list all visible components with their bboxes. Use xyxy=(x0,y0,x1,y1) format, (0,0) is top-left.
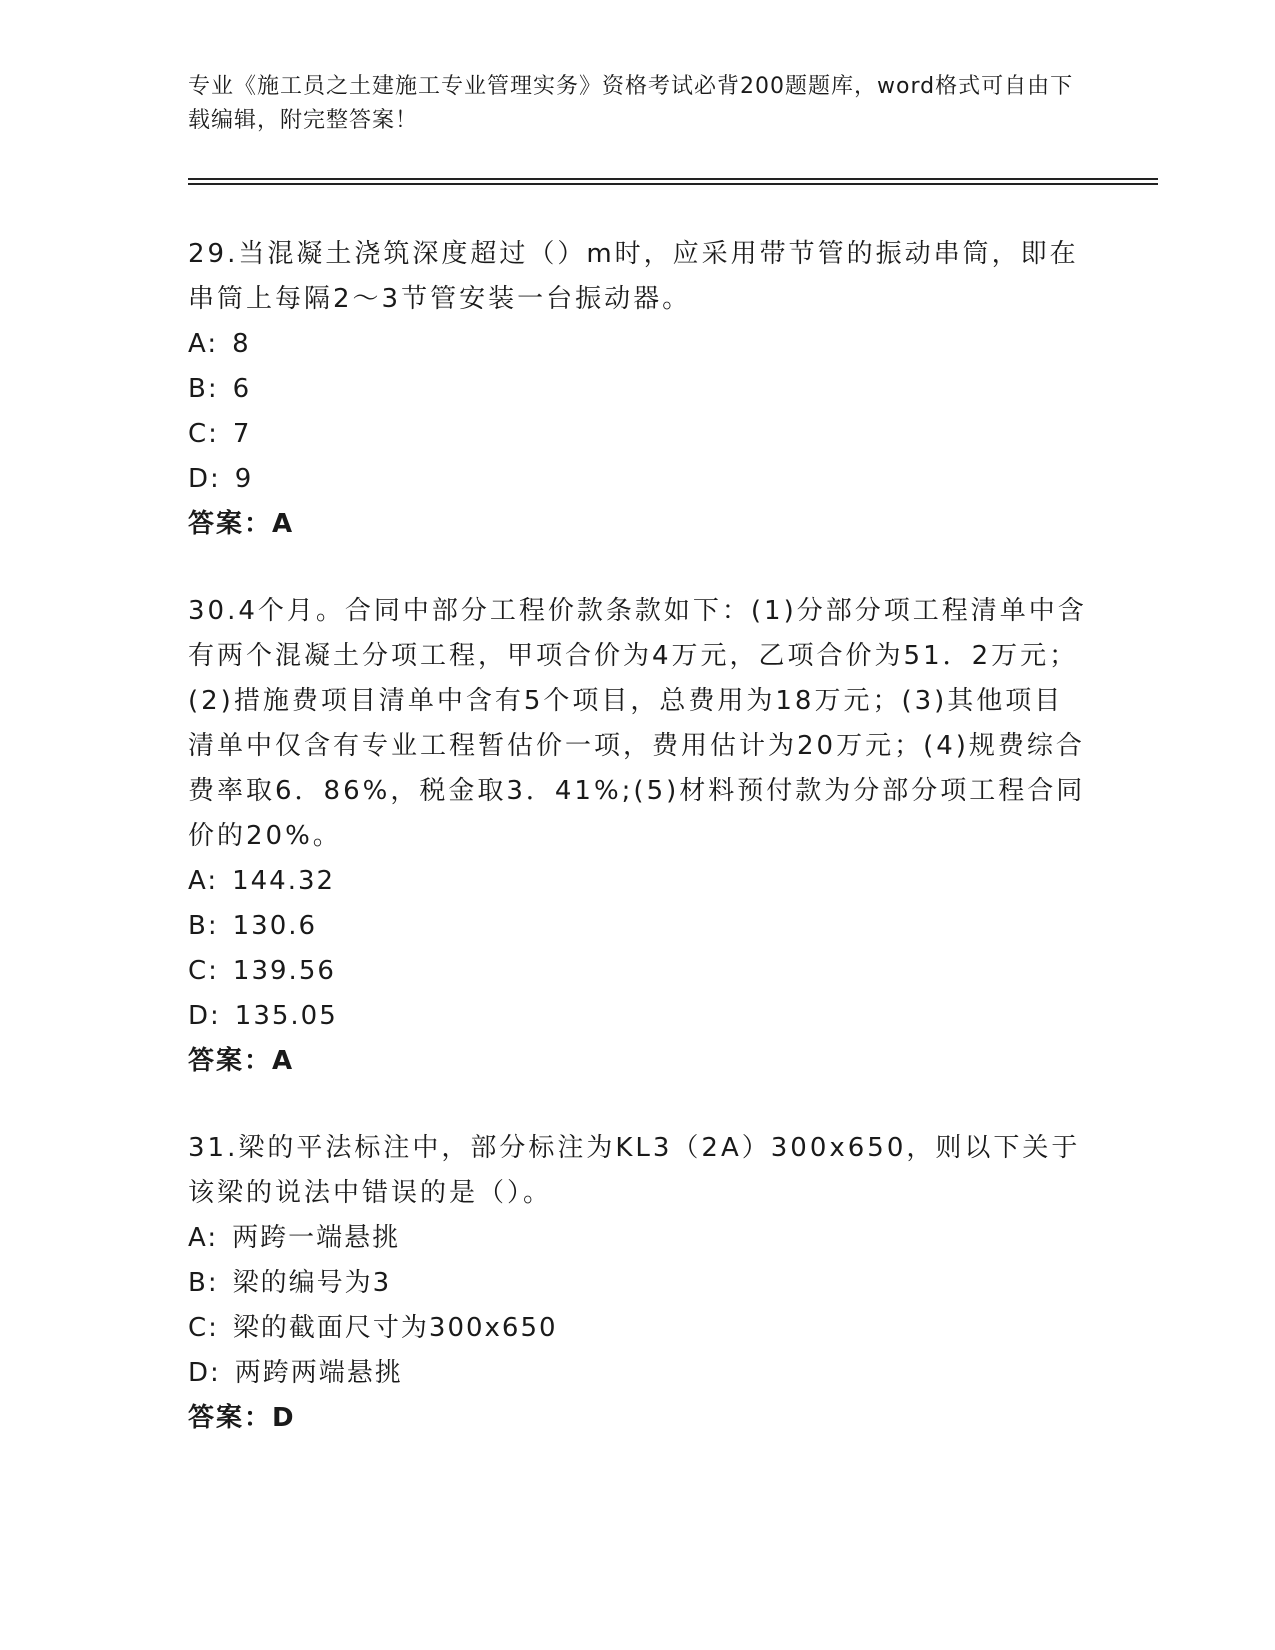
option-b xyxy=(188,1261,1088,1306)
option-a xyxy=(188,322,1088,367)
question-29 xyxy=(188,232,1088,547)
option-key: B: xyxy=(188,911,219,941)
option-key: B: xyxy=(188,374,219,404)
question-stem: 30.4个月。合同中部分工程价款条款如下：(1)分部分项工程清单中含有两个混凝土分项工程，甲项合价为4万元，乙项合价为51．2万元；(2)措施费项目清单中含有5个项目，总费用为18万元；(3)其他项目清单中仅含有专业工程暂估价一项，费用估计为20万元；(4)规费综合费率取6．86%，税金取3．41%;(5)材料预付款为分部分项工程合同价的20%。 xyxy=(188,596,1087,851)
option-key: A: xyxy=(188,1223,219,1253)
document-header: 专业《施工员之土建施工专业管理实务》资格考试必背200题题库，word格式可自由下载编辑，附完整答案！ xyxy=(188,74,1074,133)
question-stem: 31.梁的平法标注中，部分标注为KL3（2A）300x650，则以下关于该梁的说法中错误的是（）。 xyxy=(188,1133,1081,1208)
option-b xyxy=(188,904,1088,949)
option-key: B: xyxy=(188,1268,219,1298)
option-d xyxy=(188,457,1088,502)
option-key: A: xyxy=(188,329,219,359)
option-c xyxy=(188,412,1088,457)
option-value: 梁的编号为3 xyxy=(232,1268,392,1298)
option-value: 6 xyxy=(232,374,252,404)
option-key: C: xyxy=(188,956,219,986)
option-value: 130.6 xyxy=(232,911,318,941)
question-stem: 29.当混凝土浇筑深度超过（）m时，应采用带节管的振动串筒，即在串筒上每隔2～3节管安装一台振动器。 xyxy=(188,239,1079,314)
option-a xyxy=(188,859,1088,904)
option-key: D: xyxy=(188,464,221,494)
option-a xyxy=(188,1216,1088,1261)
option-key: A: xyxy=(188,866,219,896)
option-b xyxy=(188,367,1088,412)
option-key: D: xyxy=(188,1001,221,1031)
option-key: D: xyxy=(188,1358,221,1388)
header-divider xyxy=(188,178,1158,185)
option-value: 两跨两端悬挑 xyxy=(234,1358,403,1388)
answer-label: 答案：D xyxy=(188,1403,296,1433)
option-d xyxy=(188,994,1088,1039)
option-value: 139.56 xyxy=(232,956,336,986)
option-c xyxy=(188,949,1088,994)
answer-label: 答案：A xyxy=(188,1046,295,1076)
option-key: C: xyxy=(188,1313,219,1343)
option-value: 梁的截面尺寸为300x650 xyxy=(232,1313,558,1343)
question-list xyxy=(188,232,1088,1483)
question-31 xyxy=(188,1126,1088,1441)
option-value: 9 xyxy=(234,464,254,494)
option-key: C: xyxy=(188,419,219,449)
option-d xyxy=(188,1351,1088,1396)
option-value: 两跨一端悬挑 xyxy=(232,1223,401,1253)
question-30 xyxy=(188,589,1088,1084)
option-value: 7 xyxy=(232,419,252,449)
option-value: 8 xyxy=(232,329,251,359)
answer-label: 答案：A xyxy=(188,509,295,539)
option-value: 144.32 xyxy=(232,866,336,896)
option-value: 135.05 xyxy=(234,1001,338,1031)
option-c xyxy=(188,1306,1088,1351)
